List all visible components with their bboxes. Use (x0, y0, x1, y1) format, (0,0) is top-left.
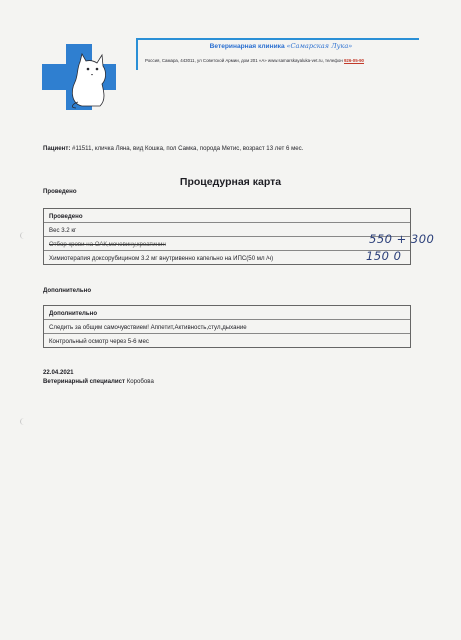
table-row: Контрольный осмотр через 5-6 мес (49, 338, 149, 345)
handwritten-note: 550 + 300 (369, 232, 435, 246)
specialist: Ветеринарный специалист Коробова (43, 378, 154, 385)
table-row: Вес 3.2 кг (44, 223, 410, 237)
handwritten-note: 150 0 (366, 249, 402, 263)
punch-hole-mark (20, 418, 28, 425)
punch-hole-mark (20, 232, 28, 239)
patient-info: Пациент: #11511, кличка Ляна, вид Кошка, пол Самка, порода Метис, возраст 13 лет 6 мес. (43, 145, 304, 152)
table-header: Дополнительно (44, 306, 410, 320)
page-title: Процедурная карта (179, 176, 282, 188)
table-row: Следить за общим самочувствием! Аппетит,Активность,стул,дыхание (44, 320, 410, 334)
section-label-additional: Дополнительно (43, 287, 92, 294)
clinic-address: Россия, Самара, 443011, ул Советской Армии, дом 201 «А» www.samarskayaluka-vet.ru, телефон 926-05-90 (145, 58, 365, 63)
document-date: 22.04.2021 (43, 369, 74, 376)
table-row: Химиотерапия доксорубицином 3.2 мг внутривенно капельно на ИПС(50 мл /ч) (49, 255, 274, 262)
clinic-logo-icon (42, 44, 116, 110)
clinic-phone: 926-05-90 (343, 58, 365, 63)
clinic-name: Ветеринарная клиника «Самарская Лука» (209, 42, 353, 50)
table-header: Проведено (44, 209, 410, 223)
additional-table (43, 305, 411, 348)
section-label-done: Проведено (43, 188, 77, 195)
header-rule-vertical (136, 38, 138, 70)
table-row: Отбор крови на ОАК,мочевину,креатинин (44, 237, 410, 251)
done-table (43, 208, 411, 265)
header-rule (136, 38, 419, 40)
